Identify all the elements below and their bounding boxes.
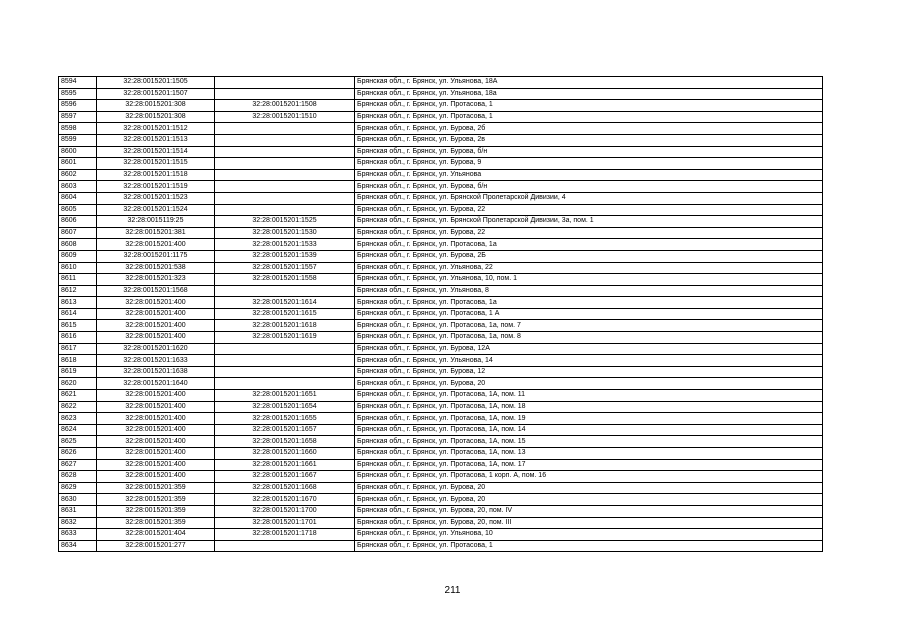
cadastral-number-cell: 32:28:0015201:1633 xyxy=(97,355,215,367)
parent-cadastral-number-cell: 32:28:0015201:1655 xyxy=(215,413,355,425)
cadastral-number-cell: 32:28:0015201:400 xyxy=(97,239,215,251)
row-number-cell: 8618 xyxy=(59,355,97,367)
table-row xyxy=(59,274,823,286)
address-cell: Брянская обл., г. Брянск, ул. Протасова, 1 xyxy=(355,100,823,112)
cadastral-number-cell: 32:28:0015201:1514 xyxy=(97,146,215,158)
parent-cadastral-number-cell: 32:28:0015201:1530 xyxy=(215,227,355,239)
parent-cadastral-number-cell: 32:28:0015201:1660 xyxy=(215,448,355,460)
table-row xyxy=(59,378,823,390)
cadastral-number-cell: 32:28:0015201:1512 xyxy=(97,123,215,135)
table-row xyxy=(59,227,823,239)
row-number-cell: 8622 xyxy=(59,401,97,413)
table-row xyxy=(59,517,823,529)
parent-cadastral-number-cell: 32:28:0015201:1618 xyxy=(215,320,355,332)
address-cell: Брянская обл., г. Брянск, ул. Бурова, б/н xyxy=(355,146,823,158)
parent-cadastral-number-cell: 32:28:0015201:1651 xyxy=(215,390,355,402)
table-row xyxy=(59,401,823,413)
table-row xyxy=(59,540,823,552)
cadastral-number-cell: 32:28:0015201:1638 xyxy=(97,366,215,378)
row-number-cell: 8620 xyxy=(59,378,97,390)
registry-table xyxy=(58,76,823,552)
cadastral-number-cell: 32:28:0015201:323 xyxy=(97,274,215,286)
address-cell: Брянская обл., г. Брянск, ул. Ульянова, 22 xyxy=(355,262,823,274)
parent-cadastral-number-cell: 32:28:0015201:1661 xyxy=(215,459,355,471)
cadastral-number-cell: 32:28:0015201:1524 xyxy=(97,204,215,216)
row-number-cell: 8597 xyxy=(59,111,97,123)
table-row xyxy=(59,505,823,517)
address-cell: Брянская обл., г. Брянск, ул. Протасова, 1 корп. А, пом. 16 xyxy=(355,471,823,483)
address-cell: Брянская обл., г. Брянск, ул. Протасова, 1А, пом. 19 xyxy=(355,413,823,425)
table-row xyxy=(59,459,823,471)
parent-cadastral-number-cell xyxy=(215,355,355,367)
row-number-cell: 8625 xyxy=(59,436,97,448)
table-row xyxy=(59,297,823,309)
address-cell: Брянская обл., г. Брянск, ул. Бурова, 20 xyxy=(355,378,823,390)
cadastral-number-cell: 32:28:0015201:400 xyxy=(97,401,215,413)
parent-cadastral-number-cell: 32:28:0015201:1670 xyxy=(215,494,355,506)
cadastral-number-cell: 32:28:0015201:400 xyxy=(97,424,215,436)
table-row xyxy=(59,262,823,274)
parent-cadastral-number-cell xyxy=(215,88,355,100)
cadastral-number-cell: 32:28:0015201:400 xyxy=(97,308,215,320)
parent-cadastral-number-cell: 32:28:0015201:1657 xyxy=(215,424,355,436)
cadastral-number-cell: 32:28:0015201:400 xyxy=(97,413,215,425)
row-number-cell: 8616 xyxy=(59,332,97,344)
parent-cadastral-number-cell: 32:28:0015201:1539 xyxy=(215,250,355,262)
parent-cadastral-number-cell: 32:28:0015201:1619 xyxy=(215,332,355,344)
address-cell: Брянская обл., г. Брянск, ул. Ульянова, 8 xyxy=(355,285,823,297)
address-cell: Брянская обл., г. Брянск, ул. Ульянова, 14 xyxy=(355,355,823,367)
row-number-cell: 8626 xyxy=(59,448,97,460)
parent-cadastral-number-cell xyxy=(215,378,355,390)
row-number-cell: 8634 xyxy=(59,540,97,552)
parent-cadastral-number-cell xyxy=(215,134,355,146)
address-cell: Брянская обл., г. Брянск, ул. Ульянова, 18А xyxy=(355,77,823,89)
parent-cadastral-number-cell xyxy=(215,181,355,193)
row-number-cell: 8599 xyxy=(59,134,97,146)
cadastral-number-cell: 32:28:0015201:1523 xyxy=(97,192,215,204)
row-number-cell: 8614 xyxy=(59,308,97,320)
cadastral-number-cell: 32:28:0015201:1620 xyxy=(97,343,215,355)
row-number-cell: 8596 xyxy=(59,100,97,112)
table-row xyxy=(59,471,823,483)
row-number-cell: 8617 xyxy=(59,343,97,355)
address-cell: Брянская обл., г. Брянск, ул. Протасова, 1а xyxy=(355,239,823,251)
parent-cadastral-number-cell: 32:28:0015201:1615 xyxy=(215,308,355,320)
parent-cadastral-number-cell xyxy=(215,343,355,355)
parent-cadastral-number-cell: 32:28:0015201:1654 xyxy=(215,401,355,413)
cadastral-number-cell: 32:28:0015201:400 xyxy=(97,390,215,402)
cadastral-number-cell: 32:28:0015201:400 xyxy=(97,320,215,332)
table-row xyxy=(59,192,823,204)
table-row xyxy=(59,332,823,344)
address-cell: Брянская обл., г. Брянск, ул. Протасова, 1А, пом. 17 xyxy=(355,459,823,471)
parent-cadastral-number-cell: 32:28:0015201:1614 xyxy=(215,297,355,309)
address-cell: Брянская обл., г. Брянск, ул. Протасова, 1 xyxy=(355,540,823,552)
cadastral-number-cell: 32:28:0015201:277 xyxy=(97,540,215,552)
address-cell: Брянская обл., г. Брянск, ул. Ульянова, 10, пом. 1 xyxy=(355,274,823,286)
row-number-cell: 8630 xyxy=(59,494,97,506)
parent-cadastral-number-cell: 32:28:0015201:1557 xyxy=(215,262,355,274)
cadastral-number-cell: 32:28:0015201:1519 xyxy=(97,181,215,193)
address-cell: Брянская обл., г. Брянск, ул. Протасова, 1 А xyxy=(355,308,823,320)
cadastral-number-cell: 32:28:0015201:400 xyxy=(97,332,215,344)
parent-cadastral-number-cell xyxy=(215,158,355,170)
row-number-cell: 8603 xyxy=(59,181,97,193)
row-number-cell: 8633 xyxy=(59,529,97,541)
row-number-cell: 8627 xyxy=(59,459,97,471)
cadastral-number-cell: 32:28:0015201:359 xyxy=(97,505,215,517)
address-cell: Брянская обл., г. Брянск, ул. Бурова, 22 xyxy=(355,227,823,239)
table-row xyxy=(59,77,823,89)
table-row xyxy=(59,181,823,193)
row-number-cell: 8608 xyxy=(59,239,97,251)
table-row xyxy=(59,204,823,216)
table-row xyxy=(59,250,823,262)
parent-cadastral-number-cell xyxy=(215,366,355,378)
cadastral-number-cell: 32:28:0015201:400 xyxy=(97,459,215,471)
row-number-cell: 8605 xyxy=(59,204,97,216)
table-row xyxy=(59,158,823,170)
row-number-cell: 8632 xyxy=(59,517,97,529)
parent-cadastral-number-cell: 32:28:0015201:1718 xyxy=(215,529,355,541)
row-number-cell: 8606 xyxy=(59,216,97,228)
address-cell: Брянская обл., г. Брянск, ул. Бурова, 22 xyxy=(355,204,823,216)
table-row xyxy=(59,111,823,123)
address-cell: Брянская обл., г. Брянск, ул. Протасова, 1А, пом. 11 xyxy=(355,390,823,402)
parent-cadastral-number-cell xyxy=(215,77,355,89)
address-cell: Брянская обл., г. Брянск, ул. Ульянова xyxy=(355,169,823,181)
cadastral-number-cell: 32:28:0015201:1513 xyxy=(97,134,215,146)
cadastral-number-cell: 32:28:0015201:400 xyxy=(97,471,215,483)
table-row xyxy=(59,308,823,320)
row-number-cell: 8621 xyxy=(59,390,97,402)
cadastral-number-cell: 32:28:0015201:381 xyxy=(97,227,215,239)
table-row xyxy=(59,529,823,541)
parent-cadastral-number-cell xyxy=(215,169,355,181)
address-cell: Брянская обл., г. Брянск, ул. Протасова, 1а, пом. 8 xyxy=(355,332,823,344)
parent-cadastral-number-cell: 32:28:0015201:1658 xyxy=(215,436,355,448)
parent-cadastral-number-cell: 32:28:0015201:1700 xyxy=(215,505,355,517)
address-cell: Брянская обл., г. Брянск, ул. Бурова, 20, пом. IV xyxy=(355,505,823,517)
table-row xyxy=(59,320,823,332)
table-row xyxy=(59,448,823,460)
table-row xyxy=(59,169,823,181)
row-number-cell: 8613 xyxy=(59,297,97,309)
table-row xyxy=(59,123,823,135)
table-row xyxy=(59,482,823,494)
row-number-cell: 8602 xyxy=(59,169,97,181)
address-cell: Брянская обл., г. Брянск, ул. Бурова, 20, пом. III xyxy=(355,517,823,529)
table-row xyxy=(59,436,823,448)
row-number-cell: 8623 xyxy=(59,413,97,425)
row-number-cell: 8628 xyxy=(59,471,97,483)
row-number-cell: 8598 xyxy=(59,123,97,135)
parent-cadastral-number-cell xyxy=(215,285,355,297)
table-row xyxy=(59,390,823,402)
parent-cadastral-number-cell: 32:28:0015201:1533 xyxy=(215,239,355,251)
table-row xyxy=(59,100,823,112)
table-row xyxy=(59,216,823,228)
row-number-cell: 8629 xyxy=(59,482,97,494)
parent-cadastral-number-cell: 32:28:0015201:1558 xyxy=(215,274,355,286)
cadastral-number-cell: 32:28:0015201:1507 xyxy=(97,88,215,100)
address-cell: Брянская обл., г. Брянск, ул. Бурова, 12 xyxy=(355,366,823,378)
cadastral-number-cell: 32:28:0015201:1518 xyxy=(97,169,215,181)
row-number-cell: 8601 xyxy=(59,158,97,170)
row-number-cell: 8615 xyxy=(59,320,97,332)
row-number-cell: 8611 xyxy=(59,274,97,286)
address-cell: Брянская обл., г. Брянск, ул. Бурова, 2в xyxy=(355,134,823,146)
table-row xyxy=(59,285,823,297)
cadastral-number-cell: 32:28:0015119:25 xyxy=(97,216,215,228)
row-number-cell: 8595 xyxy=(59,88,97,100)
row-number-cell: 8604 xyxy=(59,192,97,204)
row-number-cell: 8612 xyxy=(59,285,97,297)
cadastral-number-cell: 32:28:0015201:359 xyxy=(97,494,215,506)
row-number-cell: 8594 xyxy=(59,77,97,89)
table-row xyxy=(59,239,823,251)
address-cell: Брянская обл., г. Брянск, ул. Протасова, 1А, пом. 13 xyxy=(355,448,823,460)
cadastral-number-cell: 32:28:0015201:359 xyxy=(97,482,215,494)
address-cell: Брянская обл., г. Брянск, ул. Протасова, 1А, пом. 15 xyxy=(355,436,823,448)
cadastral-number-cell: 32:28:0015201:400 xyxy=(97,448,215,460)
cadastral-number-cell: 32:28:0015201:1568 xyxy=(97,285,215,297)
cadastral-number-cell: 32:28:0015201:404 xyxy=(97,529,215,541)
address-cell: Брянская обл., г. Брянск, ул. Бурова, б/н xyxy=(355,181,823,193)
table-row xyxy=(59,134,823,146)
parent-cadastral-number-cell: 32:28:0015201:1508 xyxy=(215,100,355,112)
table-row xyxy=(59,413,823,425)
row-number-cell: 8600 xyxy=(59,146,97,158)
address-cell: Брянская обл., г. Брянск, ул. Ульянова, 10 xyxy=(355,529,823,541)
cadastral-number-cell: 32:28:0015201:1640 xyxy=(97,378,215,390)
address-cell: Брянская обл., г. Брянск, ул. Бурова, 2б xyxy=(355,123,823,135)
cadastral-number-cell: 32:28:0015201:359 xyxy=(97,517,215,529)
address-cell: Брянская обл., г. Брянск, ул. Бурова, 20 xyxy=(355,482,823,494)
table-row xyxy=(59,366,823,378)
cadastral-number-cell: 32:28:0015201:400 xyxy=(97,436,215,448)
table-row xyxy=(59,343,823,355)
table-row xyxy=(59,355,823,367)
address-cell: Брянская обл., г. Брянск, ул. Бурова, 2Б xyxy=(355,250,823,262)
address-cell: Брянская обл., г. Брянск, ул. Бурова, 9 xyxy=(355,158,823,170)
page-number: 211 xyxy=(444,585,461,596)
address-cell: Брянская обл., г. Брянск, ул. Бурова, 12А xyxy=(355,343,823,355)
parent-cadastral-number-cell: 32:28:0015201:1525 xyxy=(215,216,355,228)
cadastral-number-cell: 32:28:0015201:1505 xyxy=(97,77,215,89)
row-number-cell: 8609 xyxy=(59,250,97,262)
table-row xyxy=(59,146,823,158)
cadastral-number-cell: 32:28:0015201:538 xyxy=(97,262,215,274)
cadastral-number-cell: 32:28:0015201:308 xyxy=(97,111,215,123)
row-number-cell: 8607 xyxy=(59,227,97,239)
parent-cadastral-number-cell: 32:28:0015201:1701 xyxy=(215,517,355,529)
parent-cadastral-number-cell xyxy=(215,204,355,216)
address-cell: Брянская обл., г. Брянск, ул. Протасова, 1 xyxy=(355,111,823,123)
parent-cadastral-number-cell: 32:28:0015201:1668 xyxy=(215,482,355,494)
parent-cadastral-number-cell xyxy=(215,146,355,158)
address-cell: Брянская обл., г. Брянск, ул. Протасова, 1А, пом. 14 xyxy=(355,424,823,436)
row-number-cell: 8619 xyxy=(59,366,97,378)
address-cell: Брянская обл., г. Брянск, ул. Ульянова, 18а xyxy=(355,88,823,100)
address-cell: Брянская обл., г. Брянск, ул. Брянской Пролетарской Дивизии, 3а, пом. 1 xyxy=(355,216,823,228)
parent-cadastral-number-cell: 32:28:0015201:1510 xyxy=(215,111,355,123)
address-cell: Брянская обл., г. Брянск, ул. Протасова, 1а, пом. 7 xyxy=(355,320,823,332)
row-number-cell: 8631 xyxy=(59,505,97,517)
table-row xyxy=(59,424,823,436)
parent-cadastral-number-cell xyxy=(215,540,355,552)
row-number-cell: 8610 xyxy=(59,262,97,274)
parent-cadastral-number-cell xyxy=(215,123,355,135)
address-cell: Брянская обл., г. Брянск, ул. Брянской Пролетарской Дивизии, 4 xyxy=(355,192,823,204)
address-cell: Брянская обл., г. Брянск, ул. Бурова, 20 xyxy=(355,494,823,506)
parent-cadastral-number-cell xyxy=(215,192,355,204)
registry-table-body xyxy=(59,77,823,552)
table-row xyxy=(59,88,823,100)
cadastral-number-cell: 32:28:0015201:1175 xyxy=(97,250,215,262)
parent-cadastral-number-cell: 32:28:0015201:1667 xyxy=(215,471,355,483)
cadastral-number-cell: 32:28:0015201:1515 xyxy=(97,158,215,170)
address-cell: Брянская обл., г. Брянск, ул. Протасова, 1А, пом. 18 xyxy=(355,401,823,413)
row-number-cell: 8624 xyxy=(59,424,97,436)
cadastral-number-cell: 32:28:0015201:400 xyxy=(97,297,215,309)
table-row xyxy=(59,494,823,506)
address-cell: Брянская обл., г. Брянск, ул. Протасова, 1а xyxy=(355,297,823,309)
cadastral-number-cell: 32:28:0015201:308 xyxy=(97,100,215,112)
